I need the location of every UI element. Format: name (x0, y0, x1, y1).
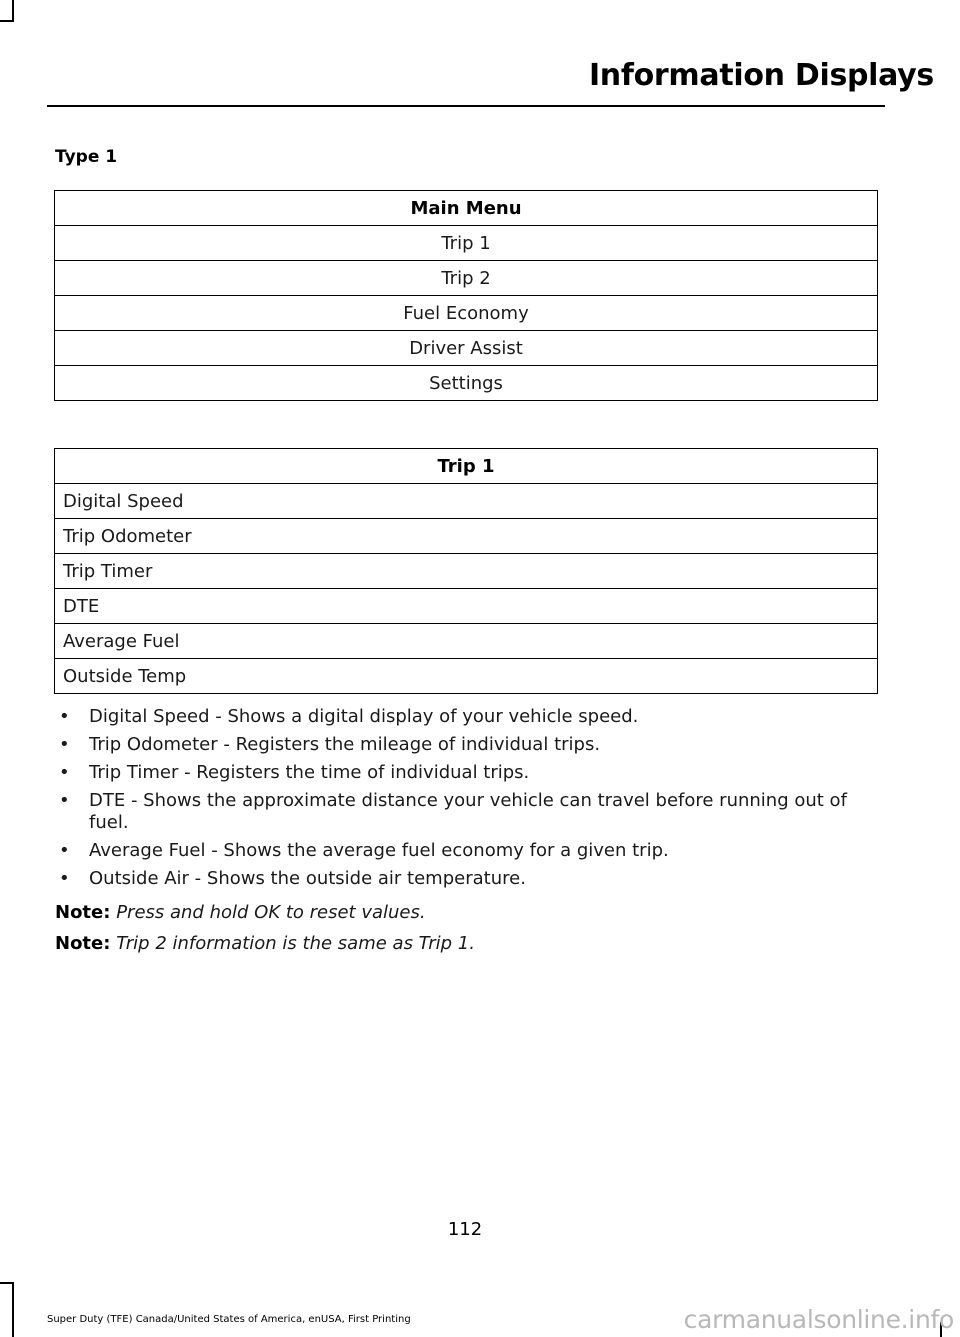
bullet-mark: • (59, 790, 70, 811)
bullet-mark: • (59, 734, 70, 755)
bullet-text: Average Fuel - Shows the average fuel economy for a given trip. (89, 840, 669, 861)
bullet-mark: • (59, 706, 70, 727)
bullet-text: Digital Speed - Shows a digital display of your vehicle speed. (89, 706, 639, 727)
trip1-item: Outside Temp (55, 659, 878, 694)
trip1-item: Trip Timer (55, 554, 878, 589)
crop-mark-bottom-left-vertical (12, 1282, 14, 1337)
watermark: carmanualsonline.info (683, 1305, 954, 1334)
page-number: 112 (447, 1219, 483, 1240)
trip1-item: Average Fuel (55, 624, 878, 659)
main-menu-item: Fuel Economy (55, 296, 878, 331)
main-menu-item: Settings (55, 366, 878, 401)
bullet-mark: • (59, 762, 70, 783)
footer-text: Super Duty (TFE) Canada/United States of America, enUSA, First Printing (47, 1314, 411, 1325)
bullet-item (55, 706, 885, 728)
trip1-item: Trip Odometer (55, 519, 878, 554)
type-label: Type 1 (55, 147, 118, 167)
main-menu-item: Trip 2 (55, 261, 878, 296)
bullet-item (55, 868, 885, 890)
trip1-table (54, 448, 878, 694)
trip1-item: DTE (55, 589, 878, 624)
crop-mark-top-left-horizontal (0, 20, 14, 22)
main-menu-table (54, 190, 878, 401)
note (55, 902, 426, 923)
note-label: Note: (55, 902, 111, 923)
note-label: Note: (55, 933, 111, 954)
bullet-item (55, 790, 885, 834)
bullet-mark: • (59, 840, 70, 861)
crop-mark-bottom-left-horizontal (0, 1282, 14, 1284)
trip1-item: Digital Speed (55, 484, 878, 519)
main-menu-item: Driver Assist (55, 331, 878, 366)
main-menu-heading: Main Menu (55, 191, 878, 226)
trip1-heading: Trip 1 (55, 449, 878, 484)
bullet-item (55, 840, 885, 862)
bullet-text: Trip Odometer - Registers the mileage of individual trips. (89, 734, 601, 755)
crop-mark-top-left-vertical (12, 0, 14, 22)
note (55, 933, 475, 954)
page-header-title: Information Displays (588, 58, 934, 93)
header-divider (47, 105, 885, 107)
bullet-item (55, 762, 885, 784)
bullet-text: Trip Timer - Registers the time of individual trips. (89, 762, 530, 783)
bullet-list (55, 706, 885, 896)
main-menu-item: Trip 1 (55, 226, 878, 261)
bullet-text: Outside Air - Shows the outside air temperature. (89, 868, 526, 889)
bullet-item (55, 734, 885, 756)
note-text: Press and hold OK to reset values. (116, 902, 426, 923)
note-text: Trip 2 information is the same as Trip 1. (116, 933, 475, 954)
bullet-text: DTE - Shows the approximate distance your vehicle can travel before running out of fuel. (89, 790, 847, 833)
bullet-mark: • (59, 868, 70, 889)
